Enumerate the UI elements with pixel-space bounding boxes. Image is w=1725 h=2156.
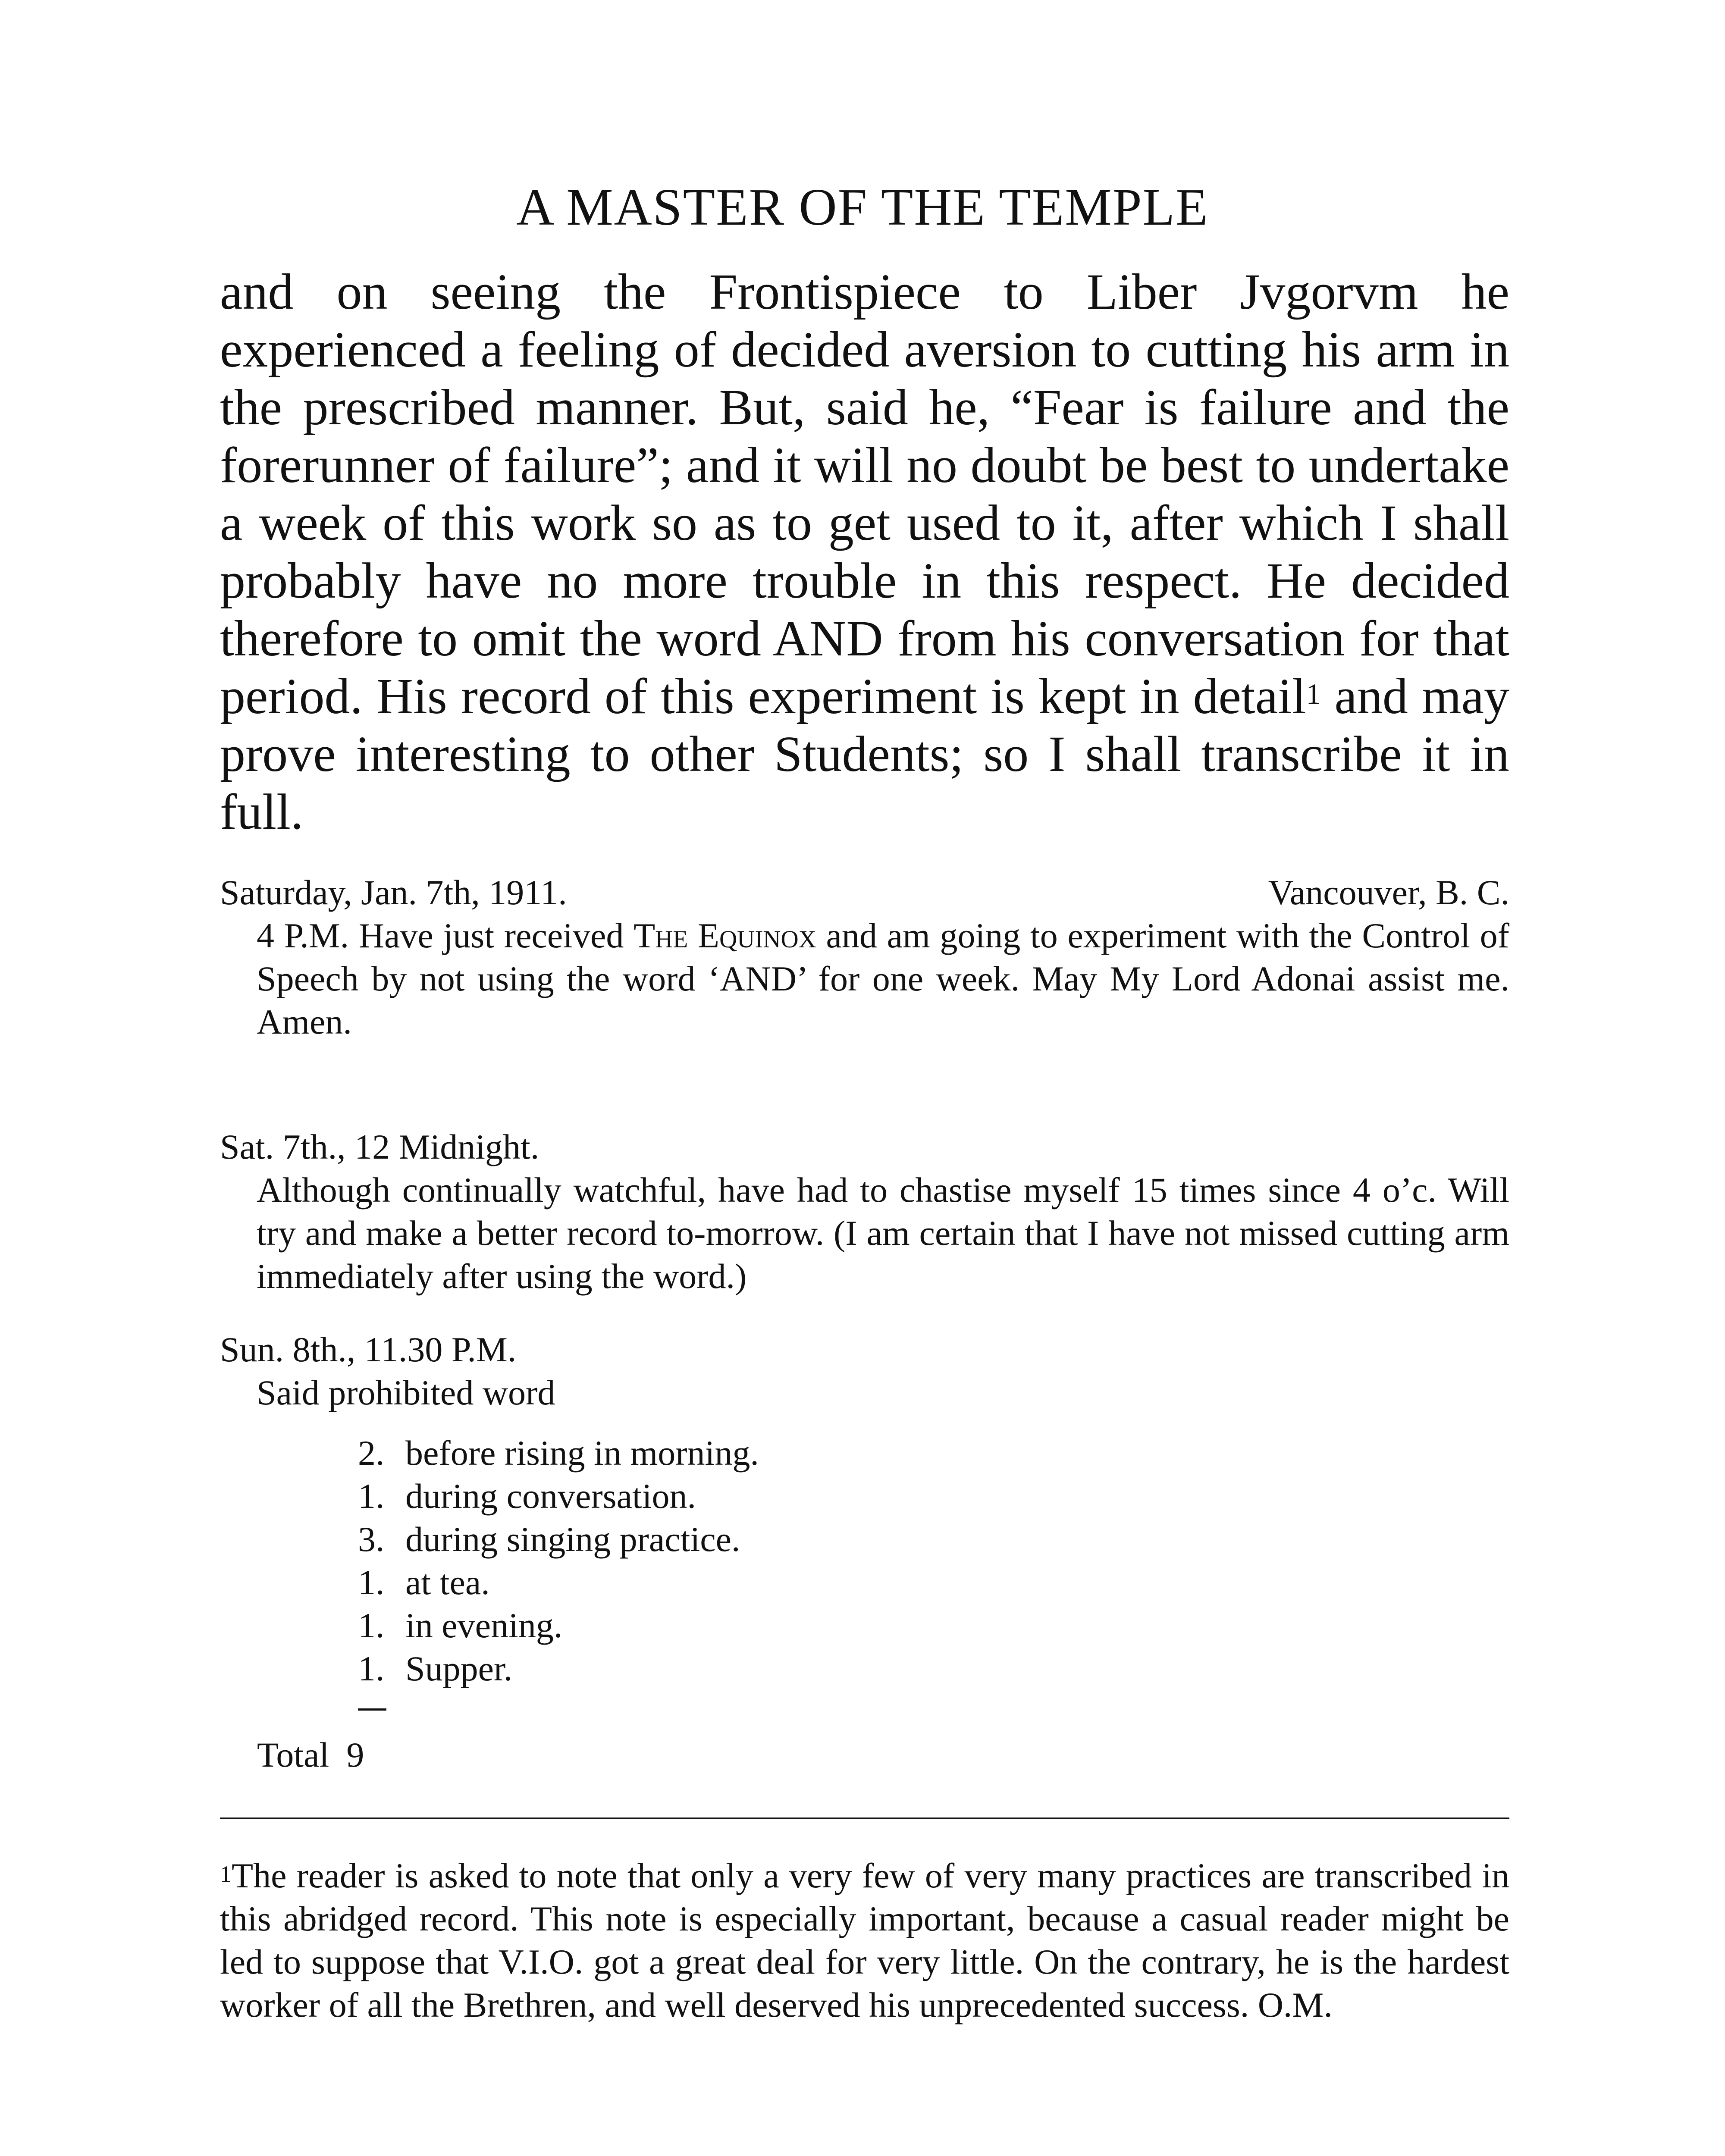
total-line (257, 1733, 364, 1777)
entry-3-date: Sun. 8th., 11.30 P.M. (220, 1330, 517, 1369)
entry-1-text-a: 4 P.M. Have just received (257, 916, 634, 955)
entry-1-text (220, 914, 1509, 1044)
record-entry-1 (220, 871, 1509, 1044)
entry-2-text: Although continually watchful, have had to chastise myself 15 times since 4 o’c. Will try and make a better record to-morrow. (I am certain that I have not missed cutting arm immediately after using the word.) (257, 1170, 1509, 1296)
main-paragraph (220, 263, 1509, 841)
entry-3-intro: Said prohibited word (257, 1373, 555, 1412)
main-paragraph-text-continued: and may prove interesting to other Students; so I shall transcribe it in full. (220, 668, 1509, 840)
footnote-mark: 1 (220, 1861, 232, 1887)
entry-1-text-b: and am going to experiment with the Control of Speech by not using the word ‘AND’ for one week. May My Lord Adonai assist me. Amen. (257, 916, 1509, 1041)
footnote-text: The reader is asked to note that only a very few of very many practices are transcribed in this abridged record. This note is especially important, because a casual reader might be led to suppose that V.I.O. got a great deal for very little. On the contrary, he is the hardest worker of all the Brethren, and well deserved his unprecedented success. O.M. (220, 1856, 1509, 2024)
item-count: 3. (358, 1520, 385, 1559)
list-item (358, 1432, 1048, 1475)
occurrence-list (358, 1432, 1048, 1690)
item-count: 1. (358, 1649, 385, 1688)
item-label: in evening. (405, 1606, 563, 1645)
running-head: A MASTER OF THE TEMPLE (516, 178, 1209, 236)
item-count: 1. (358, 1563, 385, 1602)
entry-2-date: Sat. 7th., 12 Midnight. (220, 1127, 539, 1166)
item-label: at tea. (405, 1563, 490, 1602)
item-label: during singing practice. (405, 1520, 740, 1559)
list-item (358, 1604, 1048, 1647)
footnote-divider (220, 1818, 1509, 1819)
item-label: before rising in morning. (405, 1433, 759, 1473)
item-label: during conversation. (405, 1476, 696, 1516)
record-entry-1-header (220, 871, 1509, 914)
item-count: 1. (358, 1606, 385, 1645)
main-paragraph-text: and on seeing the Frontispiece to Liber Jvgorvm he experienced a feeling of decided aversion to cutting his arm in the prescribed manner. But, said he, “Fear is failure and the forerunner of failure”; and it will no doubt be best to undertake a week of this work so as to get used to it, after which I shall probably have no more trouble in this respect. He decided therefore to omit the word AND from his conversation for that period. His record of this experiment is kept in detail (220, 263, 1509, 724)
entry-1-place: Vancouver, B. C. (1268, 873, 1509, 912)
record-entry-2 (220, 1125, 1509, 1298)
total-value: 9 (346, 1735, 364, 1774)
list-item (358, 1475, 1048, 1518)
footnote-reference: 1 (1306, 677, 1321, 710)
item-count: 1. (358, 1476, 385, 1516)
list-item (358, 1561, 1048, 1604)
total-label: Total (257, 1735, 329, 1774)
entry-1-publication-title: The Equinox (634, 916, 816, 955)
list-item (358, 1647, 1048, 1690)
footnote (220, 1854, 1509, 2027)
record-entry-3 (220, 1328, 1509, 1414)
entry-1-date: Saturday, Jan. 7th, 1911. (220, 873, 567, 912)
item-count: 2. (358, 1433, 385, 1473)
list-item (358, 1518, 1048, 1561)
sum-rule (358, 1708, 386, 1711)
item-label: Supper. (405, 1649, 513, 1688)
